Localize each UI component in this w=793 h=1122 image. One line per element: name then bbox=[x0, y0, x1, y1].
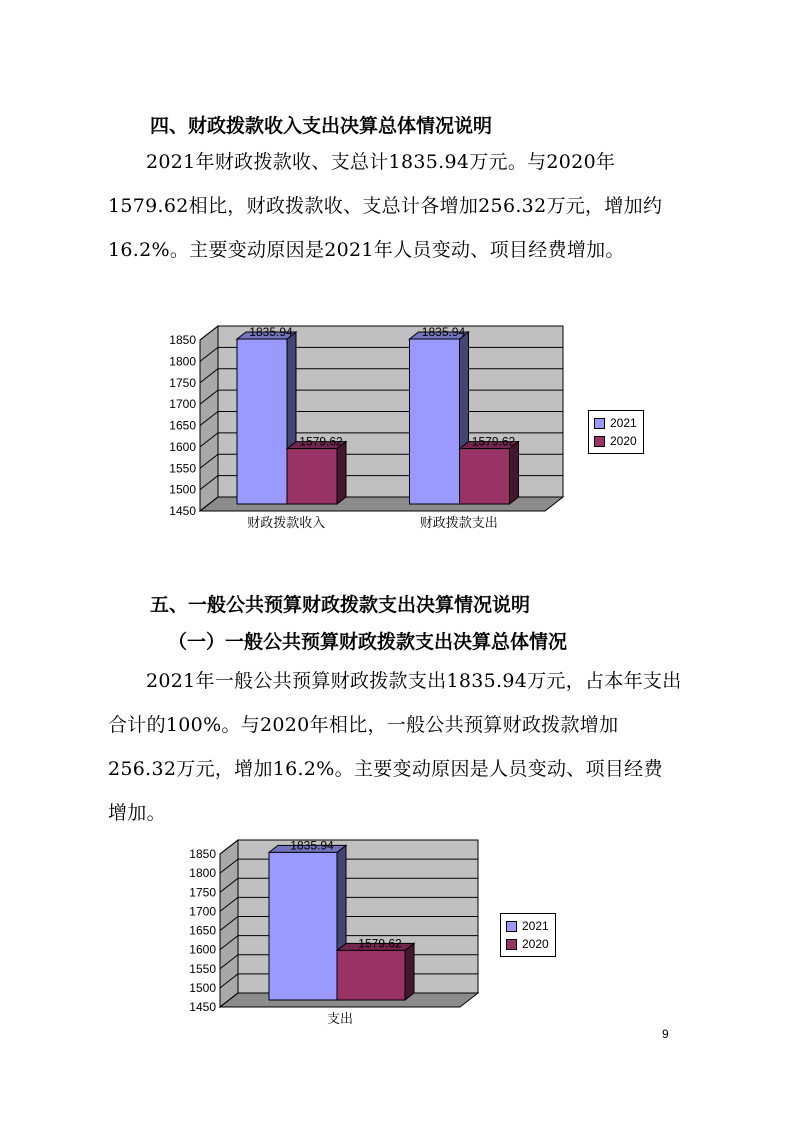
bar-2020 bbox=[287, 449, 337, 504]
legend-swatch-2020 bbox=[594, 436, 605, 447]
legend-label-2021: 2021 bbox=[522, 919, 549, 933]
data-label: 1579.62 bbox=[358, 936, 402, 951]
data-label: 1835.94 bbox=[290, 838, 334, 853]
bar-2021 bbox=[410, 339, 460, 504]
chart-1-legend bbox=[588, 410, 644, 454]
y-tick-label: 1500 bbox=[169, 482, 196, 497]
section4-heading: 四、财政拨款收入支出决算总体情况说明 bbox=[150, 115, 493, 137]
y-tick-label: 1500 bbox=[189, 980, 216, 995]
section5-subheading: （一）一般公共预算财政拨款支出决算总体情况 bbox=[168, 631, 568, 653]
data-label: 1579.62 bbox=[471, 434, 516, 449]
legend-item-2020 bbox=[506, 935, 549, 953]
legend-item-2021 bbox=[506, 917, 549, 935]
bar-side bbox=[405, 943, 414, 1000]
x-tick-label: 财政拨款支出 bbox=[419, 515, 498, 530]
legend-item-2021 bbox=[594, 414, 637, 432]
y-tick-label: 1550 bbox=[169, 461, 196, 476]
y-tick-label: 1800 bbox=[169, 354, 196, 369]
x-tick-label: 支出 bbox=[326, 1011, 354, 1026]
y-tick-label: 1450 bbox=[189, 1000, 216, 1014]
legend-swatch-2021 bbox=[506, 921, 517, 932]
bar-2020 bbox=[337, 950, 405, 1000]
section5-paragraph: 2021年一般公共预算财政拨款支出1835.94万元，占本年支出合计的100%。与2020年相比，一般公共预算财政拨款增加256.32万元，增加16.2%。主要变动原因是人员变动、项目经费增加。 bbox=[108, 670, 682, 824]
data-label: 1579.62 bbox=[299, 434, 343, 449]
y-tick-label: 1750 bbox=[189, 885, 216, 900]
legend-label-2020: 2020 bbox=[522, 937, 549, 951]
chart-2-general-budget-expenditure bbox=[180, 832, 510, 1032]
page-number: 9 bbox=[662, 1027, 669, 1041]
bar-2021 bbox=[237, 339, 287, 504]
legend-label-2021: 2021 bbox=[610, 416, 637, 430]
data-label: 1835.94 bbox=[249, 325, 293, 340]
y-tick-label: 1550 bbox=[189, 961, 216, 976]
chart-2-legend bbox=[500, 913, 556, 957]
y-tick-label: 1600 bbox=[169, 439, 196, 454]
y-tick-label: 1650 bbox=[189, 923, 216, 938]
y-tick-label: 1650 bbox=[169, 418, 196, 433]
bar-2020 bbox=[460, 449, 510, 504]
chart-1-financial-allocation bbox=[150, 318, 650, 543]
legend-label-2020: 2020 bbox=[610, 434, 637, 448]
section4-paragraph: 2021年财政拨款收、支总计1835.94万元。与2020年1579.62相比，财政拨款收、支总计各增加256.32万元，增加约16.2%。主要变动原因是2021年人员变动、项目经费增加。 bbox=[108, 151, 663, 261]
y-tick-label: 1450 bbox=[169, 504, 196, 518]
y-tick-label: 1700 bbox=[189, 904, 216, 919]
section5-heading: 五、一般公共预算财政拨款支出决算情况说明 bbox=[150, 594, 531, 616]
bar-side bbox=[337, 442, 346, 504]
legend-swatch-2020 bbox=[506, 939, 517, 950]
y-tick-label: 1600 bbox=[189, 942, 216, 957]
legend-item-2020 bbox=[594, 432, 637, 450]
y-tick-label: 1750 bbox=[169, 375, 196, 390]
x-tick-label: 财政拨款收入 bbox=[247, 515, 326, 530]
data-label: 1835.94 bbox=[421, 325, 466, 340]
y-tick-label: 1850 bbox=[189, 847, 216, 861]
legend-swatch-2021 bbox=[594, 418, 605, 429]
y-tick-label: 1800 bbox=[189, 866, 216, 881]
bar-2021 bbox=[269, 852, 337, 1000]
y-tick-label: 1850 bbox=[169, 333, 196, 347]
y-tick-label: 1700 bbox=[169, 397, 196, 412]
bar-side bbox=[510, 442, 519, 504]
